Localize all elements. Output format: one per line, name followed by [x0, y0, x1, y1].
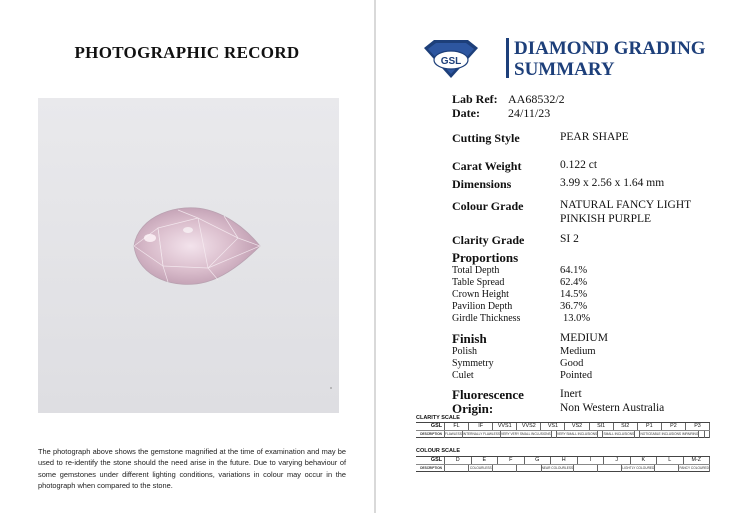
clarity-grade-cell: P3	[686, 423, 710, 430]
crown-height-label: Crown Height	[452, 289, 509, 300]
colour-grade-cell: H	[551, 457, 578, 464]
colour-grade-value-line-1: NATURAL FANCY LIGHT	[560, 199, 692, 211]
culet-value: Pointed	[560, 370, 593, 381]
colour-grade-cell: F	[498, 457, 525, 464]
colour-grade-cell: D	[445, 457, 472, 464]
photo-caption: The photograph above shows the gemstone magnified at the time of examination and may be used to re-identify the stone should the need arise in the future. Due to varying behaviour of some gemstones under different lighting conditions, variations in colour may occur in the photograph when compared to the stone.	[38, 447, 346, 491]
polish-label: Polish	[452, 346, 478, 357]
colour-grade-cell: M-Z	[684, 457, 711, 464]
symmetry-value: Good	[560, 358, 584, 369]
clarity-description-cell	[705, 431, 710, 438]
gemstone-photo	[38, 98, 339, 413]
colour-grade-cell: J	[604, 457, 631, 464]
clarity-scale-title: CLARITY SCALE	[416, 415, 460, 421]
colour-grade-cell: L	[657, 457, 684, 464]
photographic-record-page	[0, 0, 374, 513]
colour-scale-grades	[416, 457, 710, 465]
cutting-style-value: PEAR SHAPE	[560, 131, 629, 143]
clarity-scale-header: GSL	[416, 423, 445, 430]
grading-summary-page	[376, 0, 750, 513]
clarity-grade-cell: P2	[662, 423, 686, 430]
origin-heading: Origin:	[452, 401, 494, 416]
finish-value: MEDIUM	[560, 332, 608, 344]
title-divider	[506, 38, 509, 78]
colour-description-cell: LIGHTLY COLOURED	[622, 466, 655, 470]
fluorescence-value: Inert	[560, 388, 582, 400]
clarity-grade-value: SI 2	[560, 233, 579, 245]
clarity-grade-cell: SI1	[590, 423, 614, 430]
clarity-description-cell: NOTICEABLE INCLUSIONS IMPAIRING	[640, 432, 699, 436]
origin-value: Non Western Australia	[560, 402, 665, 414]
colour-description-cell	[517, 465, 541, 472]
colour-scale-descriptions	[416, 465, 710, 472]
title-line-1: DIAMOND GRADING	[514, 38, 706, 59]
clarity-grade-cell: P1	[638, 423, 662, 430]
total-depth-label: Total Depth	[452, 265, 500, 276]
polish-value: Medium	[560, 346, 596, 357]
colour-grade-cell: G	[525, 457, 552, 464]
colour-desc-header: DESCRIPTION	[416, 465, 445, 472]
colour-description-cell: NEAR COLOURLESS	[541, 466, 574, 470]
pear-diamond-image	[38, 98, 339, 413]
colour-scale	[416, 456, 710, 472]
gsl-logo-icon	[420, 38, 482, 80]
clarity-grade-cell: VS1	[541, 423, 565, 430]
lab-ref-value: AA68532/2	[508, 92, 565, 106]
logo-text: GSL	[440, 56, 462, 67]
girdle-thickness-label: Girdle Thickness	[452, 313, 521, 324]
colour-grade-label: Colour Grade	[452, 199, 524, 213]
colour-grade-cell: K	[631, 457, 658, 464]
clarity-description-cell: FLAWLESS	[445, 432, 462, 436]
dimensions-label: Dimensions	[452, 177, 512, 191]
photo-title: PHOTOGRAPHIC RECORD	[74, 43, 300, 62]
clarity-description-cell: SMALL INCLUSIONS	[603, 432, 635, 436]
colour-description-cell	[445, 465, 469, 472]
table-spread-value: 62.4%	[560, 277, 588, 288]
girdle-thickness-value: 13.0%	[563, 313, 591, 324]
clarity-description-cell: INTERNALLY FLAWLESS	[462, 432, 501, 436]
clarity-grade-cell: SI2	[614, 423, 638, 430]
total-depth-value: 64.1%	[560, 265, 588, 276]
summary-title	[514, 38, 706, 80]
clarity-grade-cell: VVS2	[517, 423, 541, 430]
table-spread-label: Table Spread	[452, 277, 505, 288]
clarity-scale-grades	[416, 423, 710, 431]
clarity-grade-cell: VVS1	[493, 423, 517, 430]
colour-scale-title: COLOUR SCALE	[416, 448, 460, 454]
colour-description-cell	[493, 465, 517, 472]
carat-weight-label: Carat Weight	[452, 159, 522, 173]
fluorescence-heading: Fluorescence	[452, 387, 524, 402]
colour-grade-cell: I	[578, 457, 605, 464]
clarity-grade-label: Clarity Grade	[452, 233, 525, 247]
colour-grade-cell: E	[472, 457, 499, 464]
clarity-grade-cell: IF	[469, 423, 493, 430]
colour-description-cell: COLOURLESS	[469, 466, 492, 470]
colour-description-cell	[655, 465, 679, 472]
colour-scale-header: GSL	[416, 457, 445, 464]
pavilion-depth-label: Pavilion Depth	[452, 301, 513, 312]
culet-label: Culet	[452, 370, 474, 381]
carat-weight-value: 0.122 ct	[560, 159, 598, 171]
colour-description-cell	[598, 465, 622, 472]
symmetry-label: Symmetry	[452, 358, 494, 369]
dimensions-value: 3.99 x 2.56 x 1.64 mm	[560, 177, 665, 189]
date-label: Date:	[452, 106, 480, 120]
cutting-style-label: Cutting Style	[452, 131, 520, 145]
proportions-heading: Proportions	[452, 250, 519, 265]
clarity-scale	[416, 422, 710, 438]
lab-ref-label: Lab Ref:	[452, 92, 498, 106]
title-line-2: SUMMARY	[514, 59, 615, 80]
clarity-grade-cell: FL	[445, 423, 469, 430]
clarity-grade-cell: VS2	[565, 423, 589, 430]
colour-grade-value-line-2: PINKISH PURPLE	[560, 213, 652, 225]
date-value: 24/11/23	[508, 106, 551, 120]
clarity-description-cell: VERY SMALL INCLUSIONS	[556, 432, 598, 436]
finish-heading: Finish	[452, 331, 487, 346]
crown-height-value: 14.5%	[560, 289, 588, 300]
clarity-scale-descriptions	[416, 431, 710, 438]
colour-description-cell: FANCY COLOURED	[679, 466, 709, 470]
colour-description-cell	[574, 465, 598, 472]
pavilion-depth-value: 36.7%	[560, 301, 588, 312]
clarity-description-cell: VERY VERY SMALL INCLUSIONS	[501, 432, 551, 436]
clarity-desc-header: DESCRIPTION	[416, 431, 445, 438]
